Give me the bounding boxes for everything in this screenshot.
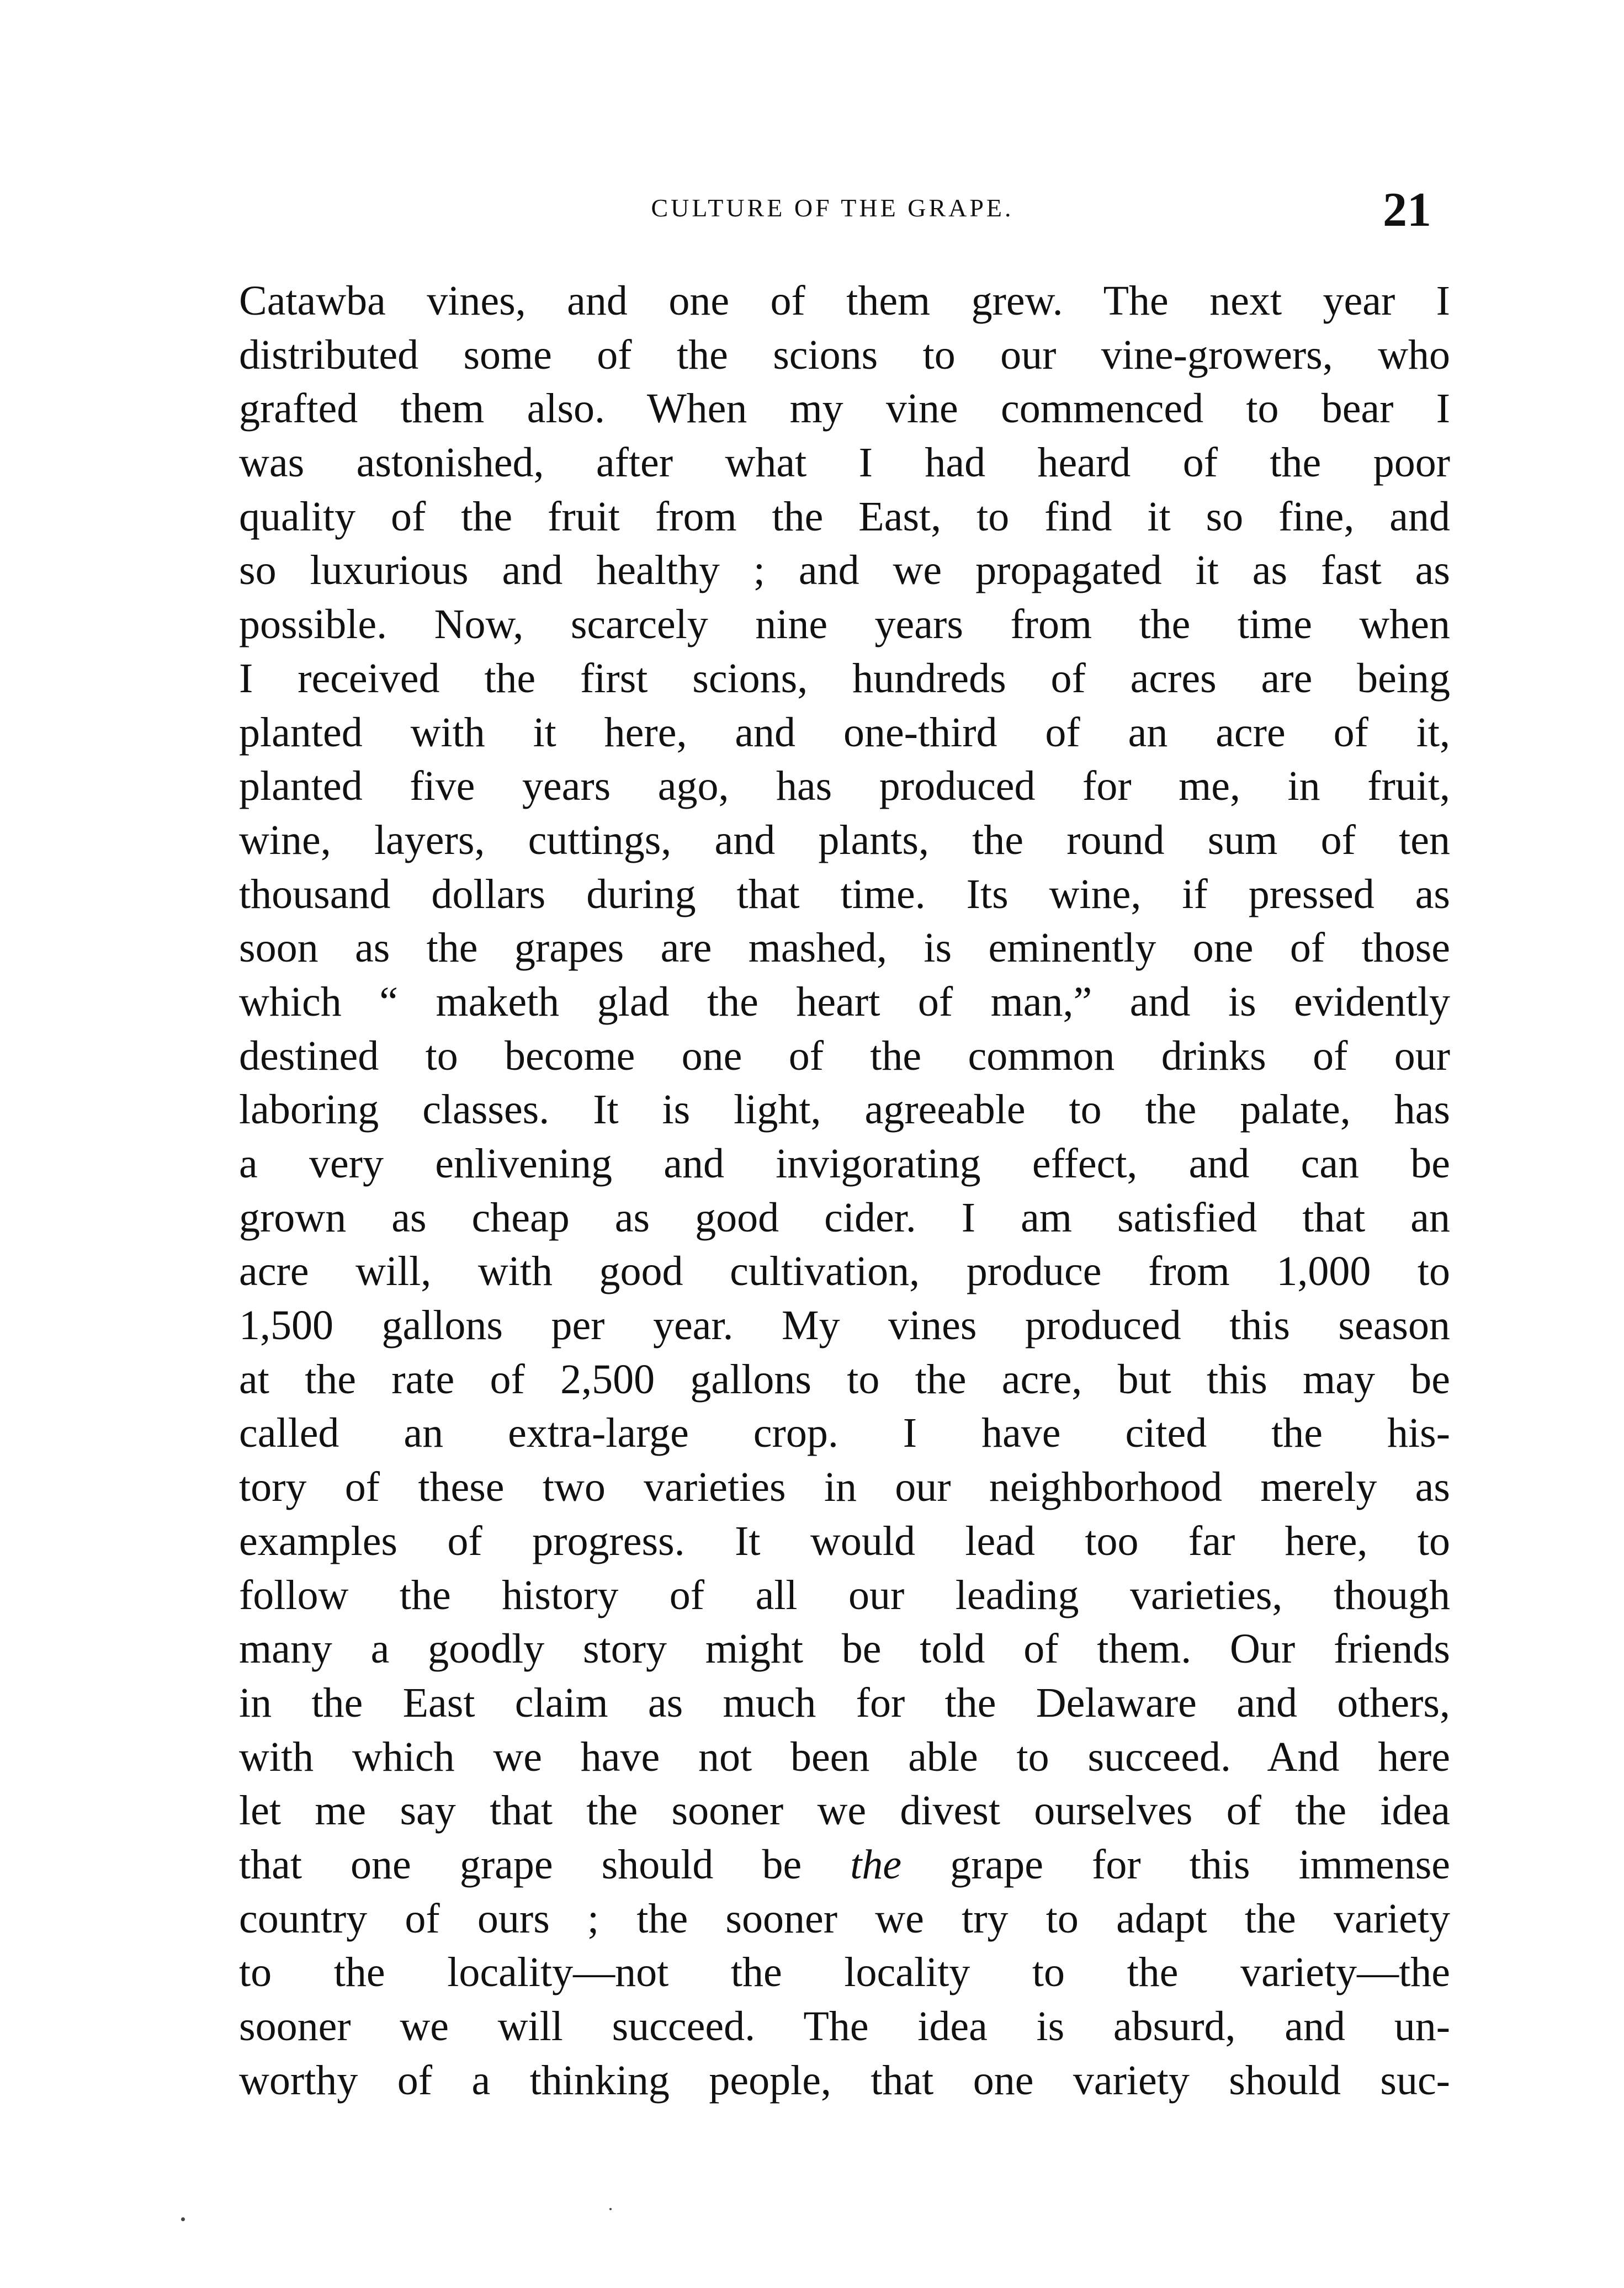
text-line: distributed some of the scions to our vine-growers, who	[239, 331, 1450, 378]
text-line: was astonished, after what I had heard of the poor	[239, 439, 1450, 486]
text-line: examples of progress. It would lead too far here, to	[239, 1517, 1450, 1564]
text-line: Catawba vines, and one of them grew. The next year I	[239, 278, 1450, 324]
text-line	[239, 1838, 1450, 1892]
text-line: possible. Now, scarcely nine years from the time when	[239, 601, 1450, 648]
text-line: many a goodly story might be told of them. Our friends	[239, 1626, 1450, 1673]
text-line: wine, layers, cuttings, and plants, the round sum of ten	[239, 816, 1450, 863]
text-line: grown as cheap as good cider. I am satisfied that an	[239, 1194, 1450, 1241]
text-line: with which we have not been able to succeed. And here	[239, 1733, 1450, 1780]
text-line: planted with it here, and one-third of an acre of it,	[239, 709, 1450, 756]
text-line: to the locality—not the locality to the variety—the	[239, 1949, 1450, 1996]
text-segment: that one grape should be	[239, 1841, 802, 1888]
print-speck	[181, 2217, 185, 2221]
text-line: called an extra-large crop. I have cited the his-	[239, 1410, 1450, 1457]
print-speck	[609, 2208, 612, 2210]
text-line: so luxurious and healthy ; and we propagated it as fast as	[239, 547, 1450, 594]
text-line: follow the history of all our leading varieties, though	[239, 1572, 1450, 1618]
text-line: which “ maketh glad the heart of man,” and is evidently	[239, 978, 1450, 1025]
text-line: destined to become one of the common drinks of our	[239, 1032, 1450, 1079]
text-line: in the East claim as much for the Delaware and others,	[239, 1679, 1450, 1726]
text-line: soon as the grapes are mashed, is eminently one of those	[239, 925, 1450, 972]
page-number: 21	[1383, 183, 1431, 237]
text-line: quality of the fruit from the East, to find it so fine, and	[239, 493, 1450, 540]
italic-emphasis: the	[850, 1841, 902, 1888]
body-text	[239, 274, 1450, 2107]
text-line: planted five years ago, has produced for me, in fruit,	[239, 763, 1450, 810]
text-line: tory of these two varieties in our neighborhood merely as	[239, 1464, 1450, 1511]
text-line: sooner we will succeed. The idea is absurd, and un-	[239, 2003, 1450, 2050]
text-segment: grape for this immense	[950, 1841, 1451, 1888]
running-head-title: CULTURE OF THE GRAPE.	[651, 194, 1014, 222]
text-line: worthy of a thinking people, that one variety should suc-	[239, 2057, 1450, 2104]
text-line: 1,500 gallons per year. My vines produced this season	[239, 1302, 1450, 1349]
text-line: laboring classes. It is light, agreeable to the palate, has	[239, 1086, 1450, 1133]
text-line: at the rate of 2,500 gallons to the acre, but this may be	[239, 1356, 1450, 1403]
text-line: let me say that the sooner we divest ourselves of the idea	[239, 1787, 1450, 1834]
text-line: I received the first scions, hundreds of acres are being	[239, 655, 1450, 702]
text-line: a very enlivening and invigorating effect, and can be	[239, 1140, 1450, 1187]
text-line: country of ours ; the sooner we try to adapt the variety	[239, 1895, 1450, 1942]
text-line: grafted them also. When my vine commenced to bear I	[239, 385, 1450, 432]
text-line: thousand dollars during that time. Its wine, if pressed as	[239, 870, 1450, 917]
text-line: acre will, with good cultivation, produce from 1,000 to	[239, 1248, 1450, 1295]
